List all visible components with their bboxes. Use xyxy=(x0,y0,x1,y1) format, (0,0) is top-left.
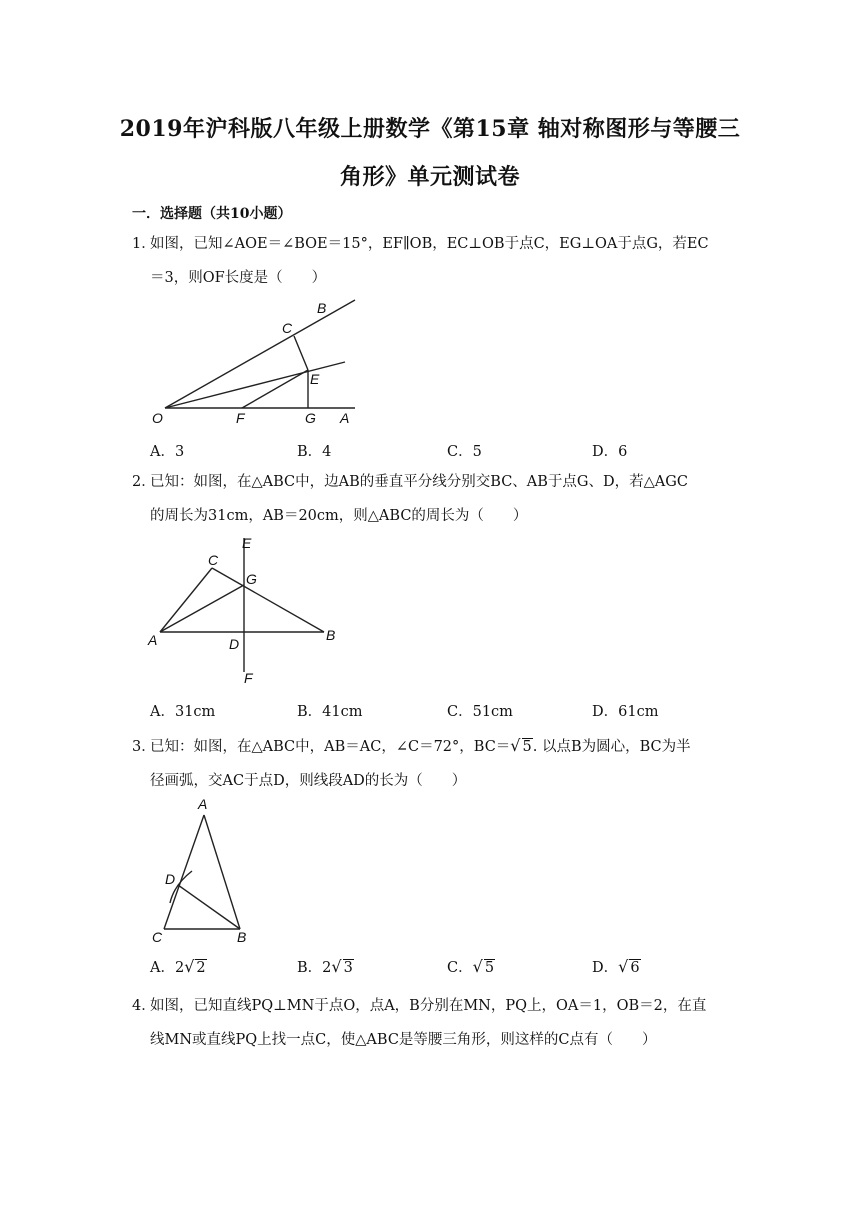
label-d: D xyxy=(229,636,240,652)
label-b: B xyxy=(326,627,336,643)
label-f: F xyxy=(236,410,245,426)
question-number: 1． xyxy=(132,236,156,252)
label-e: E xyxy=(242,535,252,551)
label-d: D xyxy=(165,871,176,887)
label-e: E xyxy=(310,371,320,387)
label-a: A xyxy=(148,632,158,648)
figure-q3 xyxy=(150,795,260,947)
radicand: 5 xyxy=(522,739,532,755)
option-d[interactable]: D．61cm xyxy=(592,704,659,720)
label-f: F xyxy=(244,670,253,686)
title-line-1: 2019年沪科版八年级上册数学《第15章 轴对称图形与等腰三 xyxy=(119,116,741,142)
question-1 xyxy=(132,227,732,295)
question-text-line: ＝3，则OF长度是（ ） xyxy=(150,270,327,286)
label-c: C xyxy=(152,929,163,945)
question-number: 4． xyxy=(132,998,156,1014)
question-text-line: 径画弧，交AC于点D，则线段AD的长为（ ） xyxy=(150,773,467,789)
question-4 xyxy=(132,989,732,1057)
question-text-line: 如图，已知直线PQ⊥MN于点O，点A，B分别在MN，PQ上，OA＝1，OB＝2，在直 xyxy=(150,998,707,1014)
label-c: C xyxy=(282,320,293,336)
label-a: A xyxy=(340,410,350,426)
label-c: C xyxy=(208,552,219,568)
label-g: G xyxy=(305,410,316,426)
option-d[interactable]: D．√ 6 xyxy=(592,957,640,976)
label-b: B xyxy=(317,300,327,316)
question-2 xyxy=(132,465,732,533)
option-c[interactable]: C．5 xyxy=(447,444,482,460)
question-text-line: 已知：如图，在△ABC中，边AB的垂直平分线分别交BC、AB于点G、D，若△AGC xyxy=(150,474,688,490)
question-text-line: 已知：如图，在△ABC中，AB＝AC，∠C＝72°，BC＝ xyxy=(150,739,511,755)
option-c[interactable]: C．√ 5 xyxy=(447,957,495,976)
option-a[interactable]: A．3 xyxy=(150,444,185,460)
option-d[interactable]: D．6 xyxy=(592,444,628,460)
label-g: G xyxy=(246,571,257,587)
option-b[interactable]: B．4 xyxy=(297,444,332,460)
label-o: O xyxy=(152,410,163,426)
question-number: 2． xyxy=(132,474,156,490)
question-3: 3．已知：如图，在△ABC中，AB＝AC，∠C＝72°，BC＝√ 5. 以点B为圆心，BC为半 径画弧，交AC于点D，则线段AD的长为（ ） xyxy=(132,729,732,798)
label-a: A xyxy=(198,796,208,812)
question-text-line: 如图，已知∠AOE＝∠BOE＝15°，EF∥OB，EC⊥OB于点C，EG⊥OA于点G，若EC xyxy=(150,236,709,252)
figure-q1 xyxy=(150,296,360,430)
figure-q2 xyxy=(146,532,346,686)
option-b[interactable]: B．2√ 3 xyxy=(297,957,353,976)
option-a[interactable]: A．2√ 2 xyxy=(150,957,206,976)
question-text-line: 线MN或直线PQ上找一点C，使△ABC是等腰三角形，则这样的C点有（ ） xyxy=(150,1032,657,1048)
title-line-2: 角形》单元测试卷 xyxy=(339,164,520,190)
section-heading: 一．选择题（共10小题） xyxy=(132,206,292,222)
option-c[interactable]: C．51cm xyxy=(447,704,513,720)
label-b: B xyxy=(237,929,247,945)
option-b[interactable]: B．41cm xyxy=(297,704,363,720)
question-number: 3． xyxy=(132,739,156,755)
question-text-line: 的周长为31cm，AB＝20cm，则△ABC的周长为（ ） xyxy=(150,508,528,524)
option-a[interactable]: A．31cm xyxy=(150,704,216,720)
question-text-line: . 以点B为圆心，BC为半 xyxy=(532,739,691,755)
